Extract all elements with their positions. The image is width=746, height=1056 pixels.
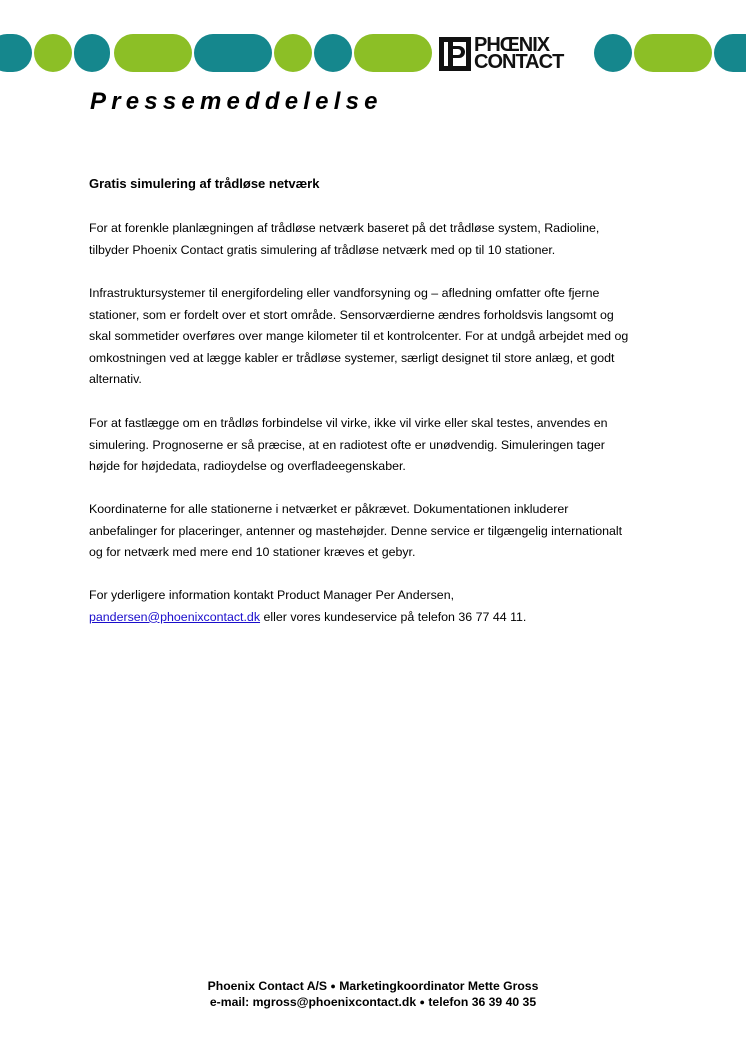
document-type-title: Pressemeddelelse	[90, 88, 383, 115]
band-teal-pill-1	[0, 34, 32, 72]
bullet-separator: ●	[330, 981, 336, 991]
band-teal-circle-2	[314, 34, 352, 72]
contact-outro: eller vores kundeservice på telefon 36 77 44 11.	[260, 609, 527, 624]
footer-company: Phoenix Contact A/S	[207, 979, 328, 993]
paragraph-1: For at forenkle planlægningen af trådløse netværk baseret på det trådløse system, Radioline, tilbyder Phoenix Contact gratis simulering af trådløse netværk med op til 10 stationer.	[89, 221, 600, 257]
band-teal-pill-2	[194, 34, 272, 72]
band-lime-circle-2	[274, 34, 312, 72]
footer	[0, 978, 746, 1010]
paragraph-2: Infrastruktursystemer til energifordeling eller vandforsyning og – afledning omfatter ofte fjerne stationer, som er fordelt over et stort område. Sensorværdierne ændres forholdsvis langsomt og skal sommetider overføres over mange kilometer til et kontrolcenter. For at undgå arbejdet med og omkostningen ved at lægge kabler er trådløse systemer, særligt designet til store anlæg, et godt alternativ.	[89, 286, 629, 387]
phoenix-contact-logo	[436, 34, 590, 74]
band-lime-pill-1	[114, 34, 192, 72]
logo-line-1: PHŒNIX	[474, 34, 550, 56]
paragraph-3: For at fastlægge om en trådløs forbindelse vil virke, ikke vil virke eller skal testes, anvendes en simulering. Prognoserne er så præcise, at en radiotest ofte er unødvendig. Simuleringen tager højde for højdedata, radioydelse og overfladeegenskaber.	[89, 416, 608, 474]
band-lime-circle-1	[34, 34, 72, 72]
contact-paragraph	[89, 585, 634, 628]
bullet-separator: ●	[419, 997, 425, 1007]
footer-line-2	[0, 994, 746, 1010]
contact-email-link[interactable]: pandersen@phoenixcontact.dk	[89, 609, 261, 624]
header-band	[0, 34, 746, 74]
band-teal-circle-3	[594, 34, 632, 72]
footer-email: e-mail: mgross@phoenixcontact.dk	[209, 995, 417, 1009]
footer-role: Marketingkoordinator Mette Gross	[339, 979, 539, 993]
contact-intro: For yderligere information kontakt Product Manager Per Andersen,	[89, 588, 455, 602]
headline: Gratis simulering af trådløse netværk	[89, 176, 320, 191]
logo-line-2: CONTACT	[474, 51, 564, 73]
footer-line-1	[0, 978, 746, 994]
band-lime-pill-2	[354, 34, 432, 72]
logo-mark-icon	[438, 36, 472, 72]
paragraph-4: Koordinaterne for alle stationerne i netværket er påkrævet. Dokumentationen inkluderer anbefalinger for placeringer, antenner og mastehøjder. Denne service er tilgængelig internationalt og for netværk med mere end 10 stationer kræves et gebyr.	[89, 502, 623, 560]
footer-phone: telefon 36 39 40 35	[428, 995, 537, 1009]
band-teal-circle-1	[74, 34, 110, 72]
band-lime-pill-3	[634, 34, 712, 72]
band-teal-pill-3	[714, 34, 746, 72]
